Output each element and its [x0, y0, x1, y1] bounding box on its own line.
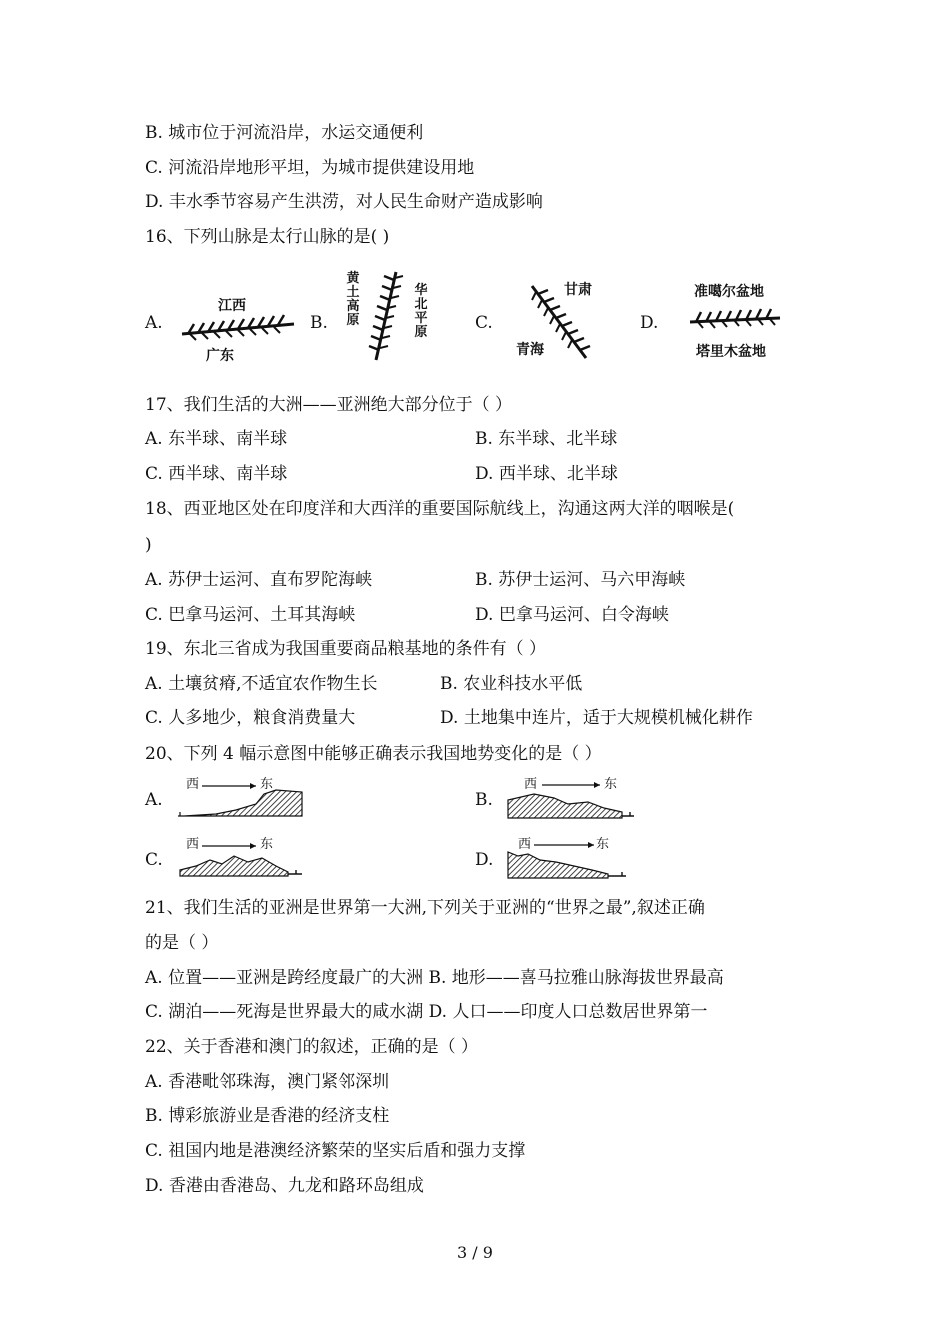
- q18-option-a: A. 苏伊士运河、直布罗陀海峡: [145, 570, 373, 590]
- q21-options-ab: A. 位置——亚洲是跨经度最广的大洲 B. 地形——喜马拉雅山脉海拔世界最高: [145, 968, 724, 988]
- map-label-north-china-plain: 华北平原: [414, 283, 428, 340]
- q16-stem: 16、下列山脉是太行山脉的是( ): [145, 227, 390, 247]
- q15-option-b: B. 城市位于河流沿岸，水运交通便利: [145, 123, 424, 143]
- page-number: 3 / 9: [457, 1243, 493, 1262]
- west-label: 西: [524, 777, 538, 792]
- q20-option-b-letter: B.: [475, 790, 493, 810]
- q16-option-b-map: [342, 268, 432, 366]
- east-label: 东: [604, 777, 618, 792]
- east-label: 东: [596, 837, 610, 852]
- map-label-guangdong: 广东: [206, 348, 234, 364]
- q21-stem-continued: 的是（ ）: [145, 933, 219, 953]
- q18-stem-continued: ): [145, 535, 152, 555]
- map-label-loess-plateau: 黄土高原: [346, 271, 360, 328]
- q21-stem: 21、我们生活的亚洲是世界第一大洲,下列关于亚洲的“世界之最”,叙述正确: [145, 898, 705, 918]
- map-label-jiangxi: 江西: [218, 298, 246, 314]
- q16-option-a-letter: A.: [145, 313, 163, 333]
- q22-stem: 22、关于香港和澳门的叙述，正确的是（ ）: [145, 1037, 479, 1057]
- q20-option-c-letter: C.: [145, 850, 163, 870]
- q18-stem: 18、西亚地区处在印度洋和大西洋的重要国际航线上，沟通这两大洋的咽喉是(: [145, 499, 735, 519]
- q19-option-d: D. 土地集中连片，适于大规模机械化耕作: [440, 708, 753, 728]
- q15-option-c: C. 河流沿岸地形平坦，为城市提供建设用地: [145, 158, 475, 178]
- q18-option-c: C. 巴拿马运河、土耳其海峡: [145, 605, 356, 625]
- q20-option-d-profile: [504, 834, 636, 884]
- q22-option-b: B. 博彩旅游业是香港的经济支柱: [145, 1106, 390, 1126]
- east-label: 东: [260, 777, 274, 792]
- q22-option-a: A. 香港毗邻珠海，澳门紧邻深圳: [145, 1072, 390, 1092]
- q16-option-c-letter: C.: [475, 313, 493, 333]
- q20-option-c-profile: [176, 836, 306, 882]
- q16-option-c-map: [512, 278, 607, 366]
- q17-option-d: D. 西半球、北半球: [475, 464, 618, 484]
- q22-option-c: C. 祖国内地是港澳经济繁荣的坚实后盾和强力支撑: [145, 1141, 526, 1161]
- map-label-junggar-basin: 准噶尔盆地: [694, 284, 764, 300]
- q17-option-c: C. 西半球、南半球: [145, 464, 288, 484]
- west-label: 西: [186, 777, 200, 792]
- terrain-profile-icon: [176, 836, 306, 882]
- q18-option-d: D. 巴拿马运河、白令海峡: [475, 605, 669, 625]
- q16-option-d-map: [686, 282, 786, 366]
- q20-stem: 20、下列 4 幅示意图中能够正确表示我国地势变化的是（ ）: [145, 744, 602, 764]
- q19-stem: 19、东北三省成为我国重要商品粮基地的条件有（ ）: [145, 639, 547, 659]
- q16-option-a-map: [178, 294, 300, 366]
- q20-option-a-letter: A.: [145, 790, 163, 810]
- map-label-qinghai: 青海: [516, 342, 544, 358]
- q19-option-b: B. 农业科技水平低: [440, 674, 583, 694]
- q20-option-a-profile: [176, 776, 306, 822]
- west-label: 西: [518, 837, 532, 852]
- map-label-tarim-basin: 塔里木盆地: [696, 344, 766, 360]
- q15-option-d: D. 丰水季节容易产生洪涝，对人民生命财产造成影响: [145, 192, 543, 212]
- q22-option-d: D. 香港由香港岛、九龙和路环岛组成: [145, 1176, 424, 1196]
- terrain-profile-icon: [176, 776, 306, 822]
- q21-options-cd: C. 湖泊——死海是世界最大的咸水湖 D. 人口——印度人口总数居世界第一: [145, 1002, 708, 1022]
- west-label: 西: [186, 837, 200, 852]
- q19-option-a: A. 土壤贫瘠,不适宜农作物生长: [145, 674, 378, 694]
- q16-option-d-letter: D.: [640, 313, 659, 333]
- terrain-profile-icon: [504, 774, 636, 824]
- q19-option-c: C. 人多地少，粮食消费量大: [145, 708, 356, 728]
- q18-option-b: B. 苏伊士运河、马六甲海峡: [475, 570, 686, 590]
- east-label: 东: [260, 837, 274, 852]
- q17-option-b: B. 东半球、北半球: [475, 429, 618, 449]
- q20-option-d-letter: D.: [475, 850, 494, 870]
- q16-option-b-letter: B.: [310, 313, 328, 333]
- q20-option-b-profile: [504, 774, 636, 824]
- terrain-profile-icon: [504, 834, 636, 884]
- q17-stem: 17、我们生活的大洲——亚洲绝大部分位于（ ）: [145, 395, 513, 415]
- map-label-gansu: 甘肃: [564, 282, 592, 298]
- q17-option-a: A. 东半球、南半球: [145, 429, 288, 449]
